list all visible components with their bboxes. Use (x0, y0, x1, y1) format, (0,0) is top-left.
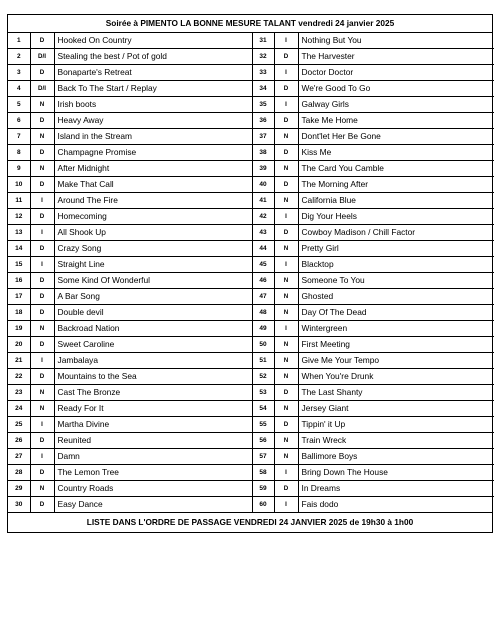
dance-type: D (30, 433, 54, 449)
song-title: Someone To You (298, 273, 494, 289)
dance-type: D (274, 225, 298, 241)
song-title: Dont'let Her Be Gone (298, 129, 494, 145)
song-number: 21 (8, 353, 30, 369)
table-row (8, 465, 494, 481)
dance-type: I (274, 321, 298, 337)
table-row (8, 321, 494, 337)
table-row (8, 177, 494, 193)
table-row (8, 113, 494, 129)
dance-type: N (30, 401, 54, 417)
song-title: Champagne Promise (54, 145, 252, 161)
song-number: 47 (252, 289, 274, 305)
song-number: 54 (252, 401, 274, 417)
song-title: Hooked On Country (54, 33, 252, 49)
table-row (8, 273, 494, 289)
dance-type: I (274, 497, 298, 513)
song-title: Train Wreck (298, 433, 494, 449)
song-title: Mountains to the Sea (54, 369, 252, 385)
song-number: 56 (252, 433, 274, 449)
song-title: Nothing But You (298, 33, 494, 49)
dance-type: N (274, 273, 298, 289)
dance-type: D (30, 33, 54, 49)
table-row (8, 65, 494, 81)
song-number: 32 (252, 49, 274, 65)
song-number: 41 (252, 193, 274, 209)
song-title: Doctor Doctor (298, 65, 494, 81)
song-number: 7 (8, 129, 30, 145)
dance-type: I (30, 193, 54, 209)
dance-type: D (274, 113, 298, 129)
song-title: Easy Dance (54, 497, 252, 513)
song-number: 39 (252, 161, 274, 177)
song-title: Damn (54, 449, 252, 465)
dance-type: D (30, 65, 54, 81)
song-title: Give Me Your Tempo (298, 353, 494, 369)
dance-type: N (274, 433, 298, 449)
song-number: 34 (252, 81, 274, 97)
song-title: Some Kind Of Wonderful (54, 273, 252, 289)
dance-type: I (274, 209, 298, 225)
dance-type: N (30, 129, 54, 145)
dance-type: N (274, 449, 298, 465)
song-number: 16 (8, 273, 30, 289)
dance-type: D/I (30, 49, 54, 65)
table-row (8, 289, 494, 305)
dance-type: D (30, 305, 54, 321)
table-row (8, 369, 494, 385)
song-number: 60 (252, 497, 274, 513)
song-number: 2 (8, 49, 30, 65)
song-number: 17 (8, 289, 30, 305)
song-title: A Bar Song (54, 289, 252, 305)
song-number: 52 (252, 369, 274, 385)
dance-type: D (274, 145, 298, 161)
song-title: Backroad Nation (54, 321, 252, 337)
song-number: 29 (8, 481, 30, 497)
song-number: 50 (252, 337, 274, 353)
table-row (8, 337, 494, 353)
song-title: Martha Divine (54, 417, 252, 433)
song-number: 20 (8, 337, 30, 353)
song-title: Around The Fire (54, 193, 252, 209)
song-title: Galway Girls (298, 97, 494, 113)
song-title: Tippin' it Up (298, 417, 494, 433)
song-title: Pretty Girl (298, 241, 494, 257)
dance-type: N (274, 369, 298, 385)
song-title: Wintergreen (298, 321, 494, 337)
song-number: 49 (252, 321, 274, 337)
song-title: First Meeting (298, 337, 494, 353)
dance-type: I (274, 465, 298, 481)
table-row (8, 81, 494, 97)
song-number: 43 (252, 225, 274, 241)
table-row (8, 241, 494, 257)
song-number: 24 (8, 401, 30, 417)
table-row (8, 497, 494, 513)
dance-type: D (30, 177, 54, 193)
dance-type: N (274, 353, 298, 369)
song-number: 28 (8, 465, 30, 481)
table-row (8, 305, 494, 321)
song-title: Homecoming (54, 209, 252, 225)
song-title: Cast The Bronze (54, 385, 252, 401)
dance-type: D (30, 289, 54, 305)
table-row (8, 193, 494, 209)
dance-type: D (274, 417, 298, 433)
song-number: 31 (252, 33, 274, 49)
song-title: Cowboy Madison / Chill Factor (298, 225, 494, 241)
song-number: 59 (252, 481, 274, 497)
song-list-sheet (7, 14, 493, 533)
song-number: 36 (252, 113, 274, 129)
song-number: 38 (252, 145, 274, 161)
dance-type: N (30, 321, 54, 337)
song-table-body (8, 33, 494, 512)
song-number: 6 (8, 113, 30, 129)
footer-note: LISTE DANS L'ORDRE DE PASSAGE VENDREDI 24 JANVIER 2025 de 19h30 à 1h00 (8, 512, 492, 532)
song-number: 48 (252, 305, 274, 321)
song-table (8, 33, 494, 512)
table-row (8, 97, 494, 113)
dance-type: D/I (30, 81, 54, 97)
song-number: 9 (8, 161, 30, 177)
song-title: The Morning After (298, 177, 494, 193)
dance-type: N (274, 241, 298, 257)
dance-type: D (30, 145, 54, 161)
song-title: The Lemon Tree (54, 465, 252, 481)
dance-type: N (274, 129, 298, 145)
dance-type: D (274, 385, 298, 401)
dance-type: D (30, 273, 54, 289)
song-number: 3 (8, 65, 30, 81)
dance-type: D (30, 209, 54, 225)
dance-type: D (30, 465, 54, 481)
song-title: Country Roads (54, 481, 252, 497)
song-number: 14 (8, 241, 30, 257)
song-title: The Card You Camble (298, 161, 494, 177)
dance-type: N (30, 481, 54, 497)
song-title: After Midnight (54, 161, 252, 177)
table-row (8, 481, 494, 497)
song-number: 18 (8, 305, 30, 321)
song-title: Reunited (54, 433, 252, 449)
song-number: 58 (252, 465, 274, 481)
table-row (8, 129, 494, 145)
song-title: Jersey Giant (298, 401, 494, 417)
song-title: California Blue (298, 193, 494, 209)
song-title: All Shook Up (54, 225, 252, 241)
song-title: Blacktop (298, 257, 494, 273)
dance-type: I (30, 417, 54, 433)
dance-type: N (274, 401, 298, 417)
song-number: 23 (8, 385, 30, 401)
song-number: 15 (8, 257, 30, 273)
dance-type: D (30, 337, 54, 353)
table-row (8, 449, 494, 465)
table-row (8, 161, 494, 177)
dance-type: I (30, 257, 54, 273)
song-title: Crazy Song (54, 241, 252, 257)
song-title: Fais dodo (301, 499, 339, 509)
dance-type: N (30, 161, 54, 177)
table-row (8, 401, 494, 417)
song-number: 30 (8, 497, 30, 513)
song-title: The Last Shanty (298, 385, 494, 401)
song-title: Straight Line (54, 257, 252, 273)
song-number: 45 (252, 257, 274, 273)
song-number: 35 (252, 97, 274, 113)
dance-type: I (30, 225, 54, 241)
table-row (8, 145, 494, 161)
table-row (8, 433, 494, 449)
song-number: 57 (252, 449, 274, 465)
song-number: 5 (8, 97, 30, 113)
song-title: Day Of The Dead (298, 305, 494, 321)
song-number: 37 (252, 129, 274, 145)
song-number: 40 (252, 177, 274, 193)
table-row (8, 33, 494, 49)
table-row (8, 49, 494, 65)
dance-type: N (274, 305, 298, 321)
song-number: 4 (8, 81, 30, 97)
song-title: Ready For It (54, 401, 252, 417)
table-row (8, 353, 494, 369)
song-title: Jambalaya (54, 353, 252, 369)
song-number: 42 (252, 209, 274, 225)
song-number: 13 (8, 225, 30, 241)
table-row (8, 225, 494, 241)
song-title: Stealing the best / Pot of gold (54, 49, 252, 65)
song-number: 8 (8, 145, 30, 161)
song-title: The Harvester (298, 49, 494, 65)
song-title: Irish boots (54, 97, 252, 113)
table-row (8, 209, 494, 225)
dance-type: N (274, 161, 298, 177)
song-number: 33 (252, 65, 274, 81)
song-title: Island in the Stream (54, 129, 252, 145)
dance-type: I (30, 449, 54, 465)
song-title: Bring Down The House (298, 465, 494, 481)
song-number: 44 (252, 241, 274, 257)
dance-type: I (274, 65, 298, 81)
dance-type: I (274, 33, 298, 49)
song-title: Dig Your Heels (298, 209, 494, 225)
dance-type: N (274, 193, 298, 209)
dance-type: D (30, 241, 54, 257)
song-number: 1 (8, 33, 30, 49)
song-title: In Dreams (298, 481, 494, 497)
song-number: 11 (8, 193, 30, 209)
song-title: Back To The Start / Replay (54, 81, 252, 97)
song-title: Take Me Home (298, 113, 494, 129)
song-title: Double devil (54, 305, 252, 321)
dance-type: I (274, 97, 298, 113)
dance-type: D (274, 177, 298, 193)
dance-type: D (30, 369, 54, 385)
song-title: Make That Call (54, 177, 252, 193)
dance-type: N (274, 289, 298, 305)
song-number: 22 (8, 369, 30, 385)
dance-type: I (274, 257, 298, 273)
song-number: 12 (8, 209, 30, 225)
song-number: 53 (252, 385, 274, 401)
song-number: 46 (252, 273, 274, 289)
dance-type: N (30, 385, 54, 401)
song-title: Sweet Caroline (54, 337, 252, 353)
table-row (8, 385, 494, 401)
dance-type: I (30, 353, 54, 369)
dance-type: D (274, 81, 298, 97)
song-number: 19 (8, 321, 30, 337)
page-title: Soirée à PIMENTO LA BONNE MESURE TALANT vendredi 24 janvier 2025 (8, 15, 492, 33)
table-row (8, 257, 494, 273)
song-number: 26 (8, 433, 30, 449)
song-title: When You're Drunk (298, 369, 494, 385)
song-number: 27 (8, 449, 30, 465)
song-title: Heavy Away (54, 113, 252, 129)
dance-type: D (30, 497, 54, 513)
song-title: We're Good To Go (298, 81, 494, 97)
dance-type: N (30, 97, 54, 113)
dance-type: D (274, 481, 298, 497)
song-title: Ghosted (298, 289, 494, 305)
song-title: Bonaparte's Retreat (54, 65, 252, 81)
dance-type: D (30, 113, 54, 129)
table-row (8, 417, 494, 433)
song-number: 25 (8, 417, 30, 433)
song-number: 51 (252, 353, 274, 369)
song-title: Ballimore Boys (298, 449, 494, 465)
dance-type: N (274, 337, 298, 353)
dance-type: D (274, 49, 298, 65)
song-number: 55 (252, 417, 274, 433)
song-title: Kiss Me (298, 145, 494, 161)
song-number: 10 (8, 177, 30, 193)
